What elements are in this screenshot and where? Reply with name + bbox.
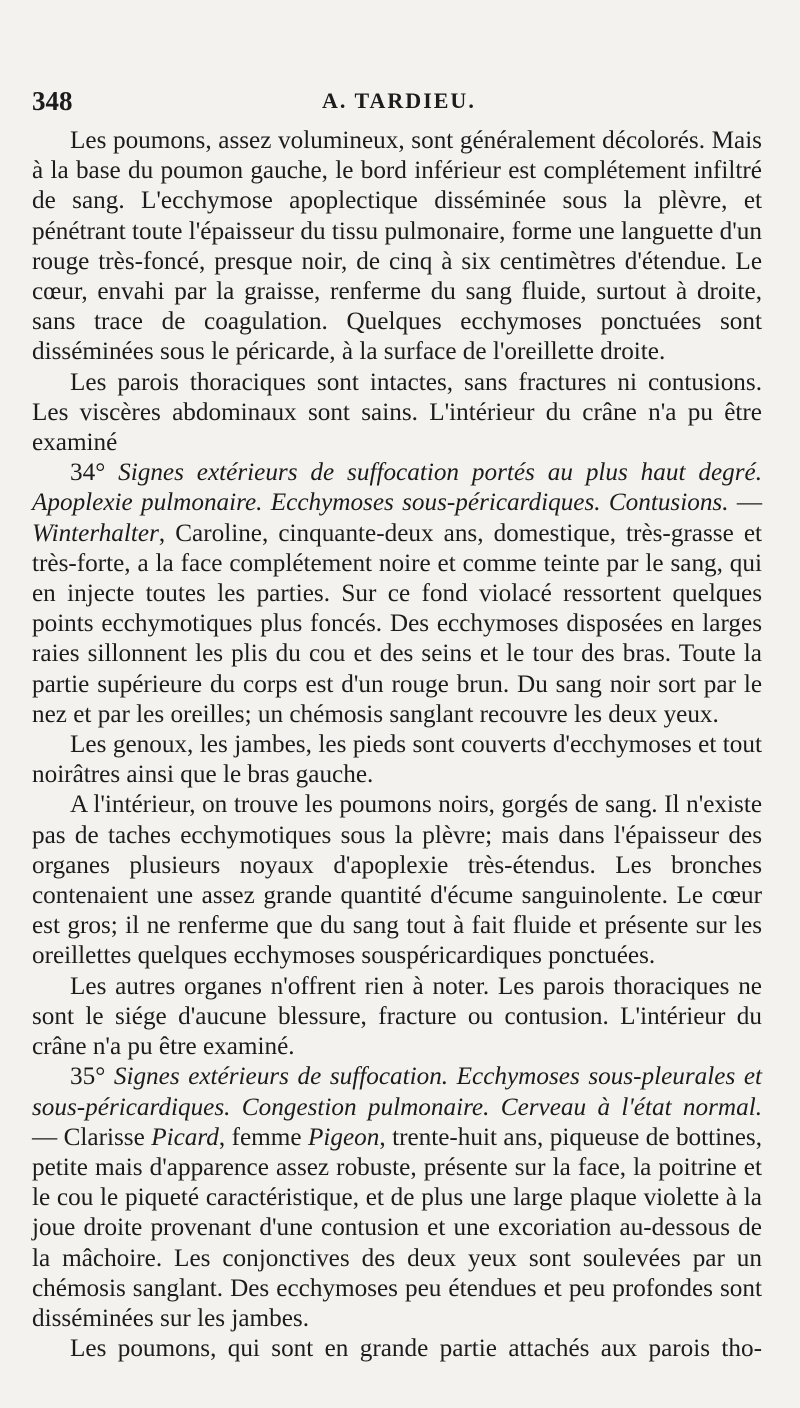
case-number: 34° [70,459,106,487]
case-35-paragraph [32,1062,762,1334]
paragraph-1 [32,126,762,368]
running-title: A. TARDIEU. [322,88,476,113]
paragraph-2 [32,368,762,459]
paragraph-8-text: Les poumons, qui sont en grande partie attachés aux parois tho- [70,1335,762,1363]
case-number: 35° [70,1063,106,1091]
paragraph-5 [32,790,762,971]
patient-name: Picard [151,1123,219,1151]
patient-name: Winterhalter [32,519,159,547]
case-35-mid: , femme [218,1123,308,1151]
paragraph-2-text: Les parois thoraciques sont intactes, sans fractures ni contusions. Les viscères abdominaux sont sains. L'intérieur du crâne n'a pu être examiné [32,368,762,457]
paragraph-5-text: A l'intérieur, on trouve les poumons noirs, gorgés de sang. Il n'existe pas de taches ecchymotiques sous la plèvre; mais dans l'épaisseur des organes plusieurs noyaux d'apoplexie très-étendus. Les bronches contenaient une assez grande quantité d'écume sanguinolente. Le cœur est gros; il ne renferme que du sang tout à fait fluide et présente sur les oreillettes quelques ecchymoses souspéricardiques ponctuées. [32,791,762,970]
case-dash: — [728,489,762,517]
paragraph-1-text: Les poumons, assez volumineux, sont généralement décolorés. Mais à la base du poumon gauche, le bord inférieur est complétement infiltré de sang. L'ecchymose apoplectique disséminée sous la plèvre, et pénétrant toute l'épaisseur du tissu pulmonaire, forme une languette d'un rouge très-foncé, presque noir, de cinq à six centimètres d'étendue. Le cœur, envahi par la graisse, renferme du sang fluide, surtout à droite, sans trace de coagulation. Quelques ecchymoses ponctuées sont disséminées sous le péricarde, à la surface de l'oreillette droite. [32,127,762,366]
paragraph-4-text: Les genoux, les jambes, les pieds sont couverts d'ecchymoses et tout noirâtres ainsi que le bras gauche. [32,731,762,789]
case-35-text: , trente-huit ans, piqueuse de bottines, petite mais d'apparence assez robuste, présente sur la face, la poitrine et le cou le piqueté caractéristique, et de plus une large plaque violette à la joue droite provenant d'une contusion et une excoriation au-dessous de la mâchoire. Les conjonctives des deux yeux sont soulevées par un chémosis sanglant. Des ecchymoses peu étendues et peu profondes sont disséminées sur les jambes. [32,1123,763,1332]
patient-married-name: Pigeon [307,1123,380,1151]
case-dash: — Clarisse [32,1123,152,1151]
paragraph-6-text: Les autres organes n'offrent rien à noter. Les parois thoraciques ne sont le siége d'aucune blessure, fracture ou contusion. L'intérieur du crâne n'a pu être examiné. [32,972,762,1061]
paragraph-8 [32,1334,762,1364]
page-body [32,126,762,1364]
case-heading: Signes extérieurs de suffocation. Ecchymoses sous-pleurales et sous-péricardiques. Congestion pulmonaire. Cerveau à l'état normal. [32,1063,763,1121]
page-header [32,86,760,116]
case-heading: Signes extérieurs de suffocation portés au plus haut degré. Apoplexie pulmonaire. Ecchymoses sous-péricardiques. Contusions. [32,459,762,517]
case-34-paragraph [32,458,762,730]
paragraph-6 [32,972,762,1063]
case-34-text: , Caroline, cinquante-deux ans, domestique, très-grasse et très-forte, a la face complétement noire et comme teinte par le sang, qui en injecte toutes les parties. Sur ce fond violacé ressortent quelques points ecchymotiques plus foncés. Des ecchymoses disposées en larges raies sillonnent les plis du cou et des seins et le tour des bras. Toute la partie supérieure du corps est d'un rouge brun. Du sang noir sort par le nez et par les oreilles; un chémosis sanglant recouvre les deux yeux. [32,519,762,728]
page-number: 348 [32,86,73,116]
paragraph-4 [32,730,762,790]
